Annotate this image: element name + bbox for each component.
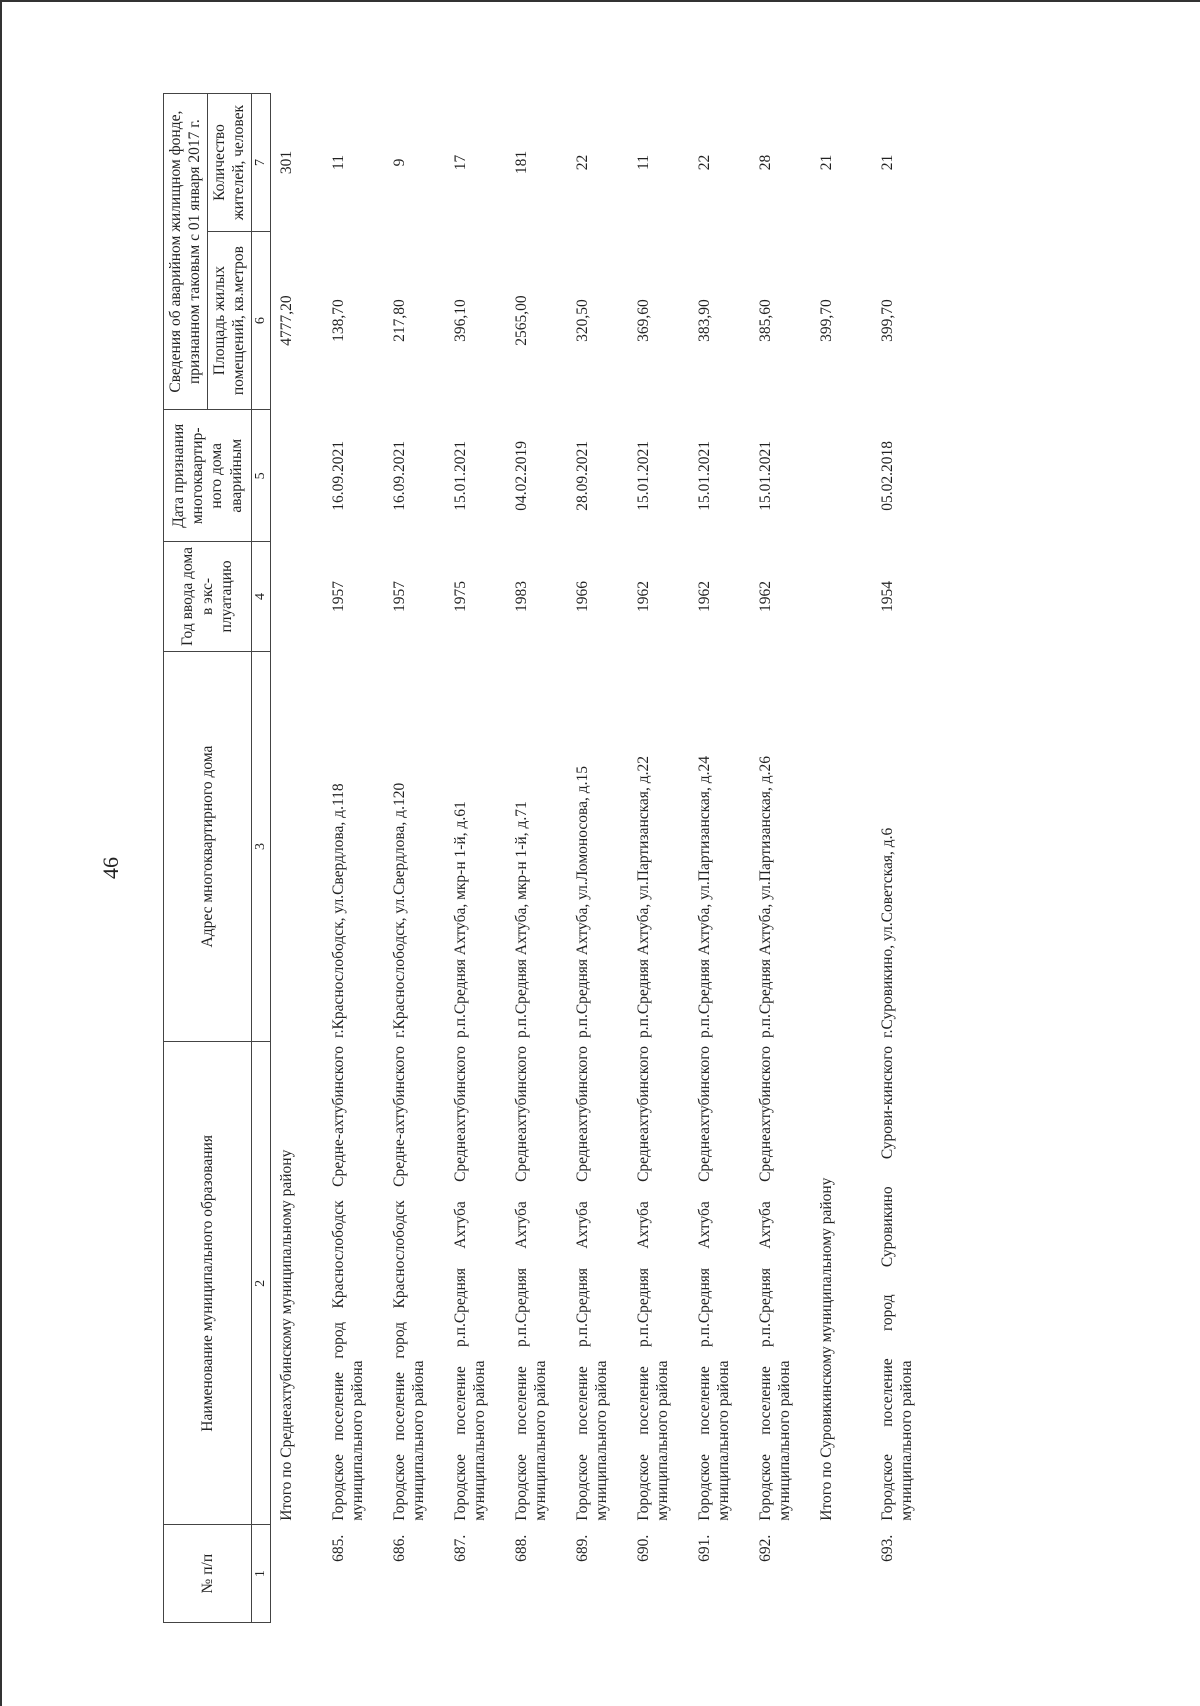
table-row [512, 94, 573, 1623]
living-area: 2565,00 [512, 295, 530, 346]
living-area: 138,70 [329, 299, 347, 342]
header-year: Год ввода дома в экс-плуатацию [164, 542, 252, 651]
row-number: 689. [573, 1534, 591, 1562]
header-address: Адрес многоквартирного дома [164, 651, 252, 1042]
residents-count: 22 [573, 154, 591, 171]
rotated-page-content [163, 93, 1073, 1623]
year-built: 1954 [878, 581, 896, 613]
column-number: 6 [251, 232, 270, 410]
column-number: 7 [251, 94, 270, 232]
municipality-name: Городское поселение р.п.Средняя Ахтуба Среднеахтубинского муниципального района [451, 1045, 488, 1521]
municipality-name: Городское поселение р.п.Средняя Ахтуба Среднеахтубинского муниципального района [573, 1045, 610, 1521]
living-area: 383,90 [695, 299, 713, 342]
table-row [451, 94, 512, 1623]
residents-count: 21 [817, 154, 835, 171]
municipality-name: Городское поселение р.п.Средняя Ахтуба Среднеахтубинского муниципального района [756, 1045, 793, 1521]
living-area: 369,60 [634, 299, 652, 342]
municipality-name: Итого по Среднеахтубинскому муниципальному району [277, 1149, 295, 1521]
emergency-date: 04.02.2019 [512, 440, 530, 511]
page-number: 46 [98, 857, 123, 879]
table-row [817, 94, 878, 1623]
address: р.п.Средняя Ахтуба, мкр-н 1-й, д.71 [512, 801, 530, 1038]
emergency-date: 15.01.2021 [756, 440, 774, 511]
year-built [270, 542, 329, 651]
year-built: 1983 [512, 581, 530, 613]
row-number: 691. [695, 1534, 713, 1562]
emergency-date: 15.01.2021 [451, 440, 469, 511]
table-row [270, 94, 329, 1623]
emergency-date: 15.01.2021 [634, 440, 652, 511]
year-built: 1962 [695, 581, 713, 613]
address: р.п.Средняя Ахтуба, ул.Партизанская, д.22 [634, 756, 652, 1038]
residents-count: 11 [634, 155, 652, 170]
column-number: 5 [251, 410, 270, 542]
residents-count: 28 [756, 154, 774, 171]
residents-count: 22 [695, 154, 713, 171]
emergency-housing-table [163, 93, 939, 1623]
municipality-name: Городское поселение город Краснослободск Средне-ахтубинского муниципального района [329, 1045, 366, 1521]
address: р.п.Средняя Ахтуба, ул.Партизанская, д.26 [756, 756, 774, 1038]
address: р.п.Средняя Ахтуба, ул.Партизанская, д.24 [695, 756, 713, 1038]
column-number: 4 [251, 542, 270, 651]
residents-count: 17 [451, 154, 469, 171]
residents-count: 21 [878, 154, 896, 171]
living-area: 385,60 [756, 299, 774, 342]
residents-count: 11 [329, 155, 347, 170]
residents-count: 301 [277, 150, 295, 175]
living-area: 399,70 [817, 299, 835, 342]
emergency-date [817, 410, 878, 542]
municipality-name: Городское поселение р.п.Средняя Ахтуба Среднеахтубинского муниципального района [634, 1045, 671, 1521]
column-number: 2 [251, 1042, 270, 1525]
address: г.Краснослободск, ул.Свердлова, д.118 [329, 783, 347, 1038]
header-area: Площадь жилых помещений, кв.метров [207, 232, 251, 410]
table-row [634, 94, 695, 1623]
row-number: 686. [390, 1534, 408, 1562]
table-row [756, 94, 817, 1623]
row-number: 693. [878, 1534, 896, 1562]
emergency-date: 15.01.2021 [695, 440, 713, 511]
header-emergency-fund: Сведения об аварийном жилищном фонде, признанном таковым с 01 января 2017 г. [164, 94, 208, 410]
table-row [573, 94, 634, 1623]
year-built: 1962 [756, 581, 774, 613]
year-built: 1962 [634, 581, 652, 613]
year-built: 1957 [329, 581, 347, 613]
column-number: 1 [251, 1525, 270, 1623]
living-area: 4777,20 [277, 295, 295, 346]
header-municipality: Наименование муниципального образования [164, 1042, 252, 1525]
living-area: 217,80 [390, 299, 408, 342]
header-no: № п/п [164, 1525, 252, 1623]
year-built: 1957 [390, 581, 408, 613]
residents-count: 9 [390, 158, 408, 167]
municipality-name: Итого по Суровикинскому муниципальному району [817, 1177, 835, 1521]
header-residents: Количество жителей, человек [207, 94, 251, 232]
municipality-name: Городское поселение город Краснослободск Средне-ахтубинского муниципального района [390, 1045, 427, 1521]
address: г.Краснослободск, ул.Свердлова, д.120 [390, 782, 408, 1038]
municipality-name: Городское поселение р.п.Средняя Ахтуба Среднеахтубинского муниципального района [695, 1045, 732, 1521]
address [817, 651, 878, 1042]
living-area: 399,70 [878, 299, 896, 342]
emergency-date [270, 410, 329, 542]
address [270, 651, 329, 1042]
emergency-date: 05.02.2018 [878, 440, 896, 511]
address: г.Суровикино, ул.Советская, д.6 [878, 827, 896, 1038]
emergency-date: 16.09.2021 [390, 440, 408, 511]
row-number: 690. [634, 1534, 652, 1562]
row-number: 692. [756, 1534, 774, 1562]
table-row [390, 94, 451, 1623]
year-built [817, 542, 878, 651]
living-area: 396,10 [451, 299, 469, 342]
year-built: 1966 [573, 581, 591, 613]
header-row-1 [164, 94, 208, 1623]
emergency-date: 16.09.2021 [329, 440, 347, 511]
row-number [817, 1525, 878, 1623]
living-area: 320,50 [573, 299, 591, 342]
year-built: 1975 [451, 581, 469, 613]
column-numbers-row [251, 94, 270, 1623]
row-number [270, 1525, 329, 1623]
header-date: Дата признания многоквартир-ного дома аварийным [164, 410, 252, 542]
table-row [878, 94, 939, 1623]
residents-count: 181 [512, 150, 530, 175]
table-row [329, 94, 390, 1623]
municipality-name: Городское поселение р.п.Средняя Ахтуба Среднеахтубинского муниципального района [512, 1045, 549, 1521]
column-number: 3 [251, 651, 270, 1042]
municipality-name: Городское поселение город Суровикино Сурови-кинского муниципального района [878, 1045, 915, 1521]
address: р.п.Средняя Ахтуба, мкр-н 1-й, д.61 [451, 801, 469, 1038]
address: р.п.Средняя Ахтуба, ул.Ломоносова, д.15 [573, 766, 591, 1038]
emergency-date: 28.09.2021 [573, 440, 591, 511]
table-row [695, 94, 756, 1623]
row-number: 688. [512, 1534, 530, 1562]
row-number: 687. [451, 1534, 469, 1562]
row-number: 685. [329, 1534, 347, 1562]
